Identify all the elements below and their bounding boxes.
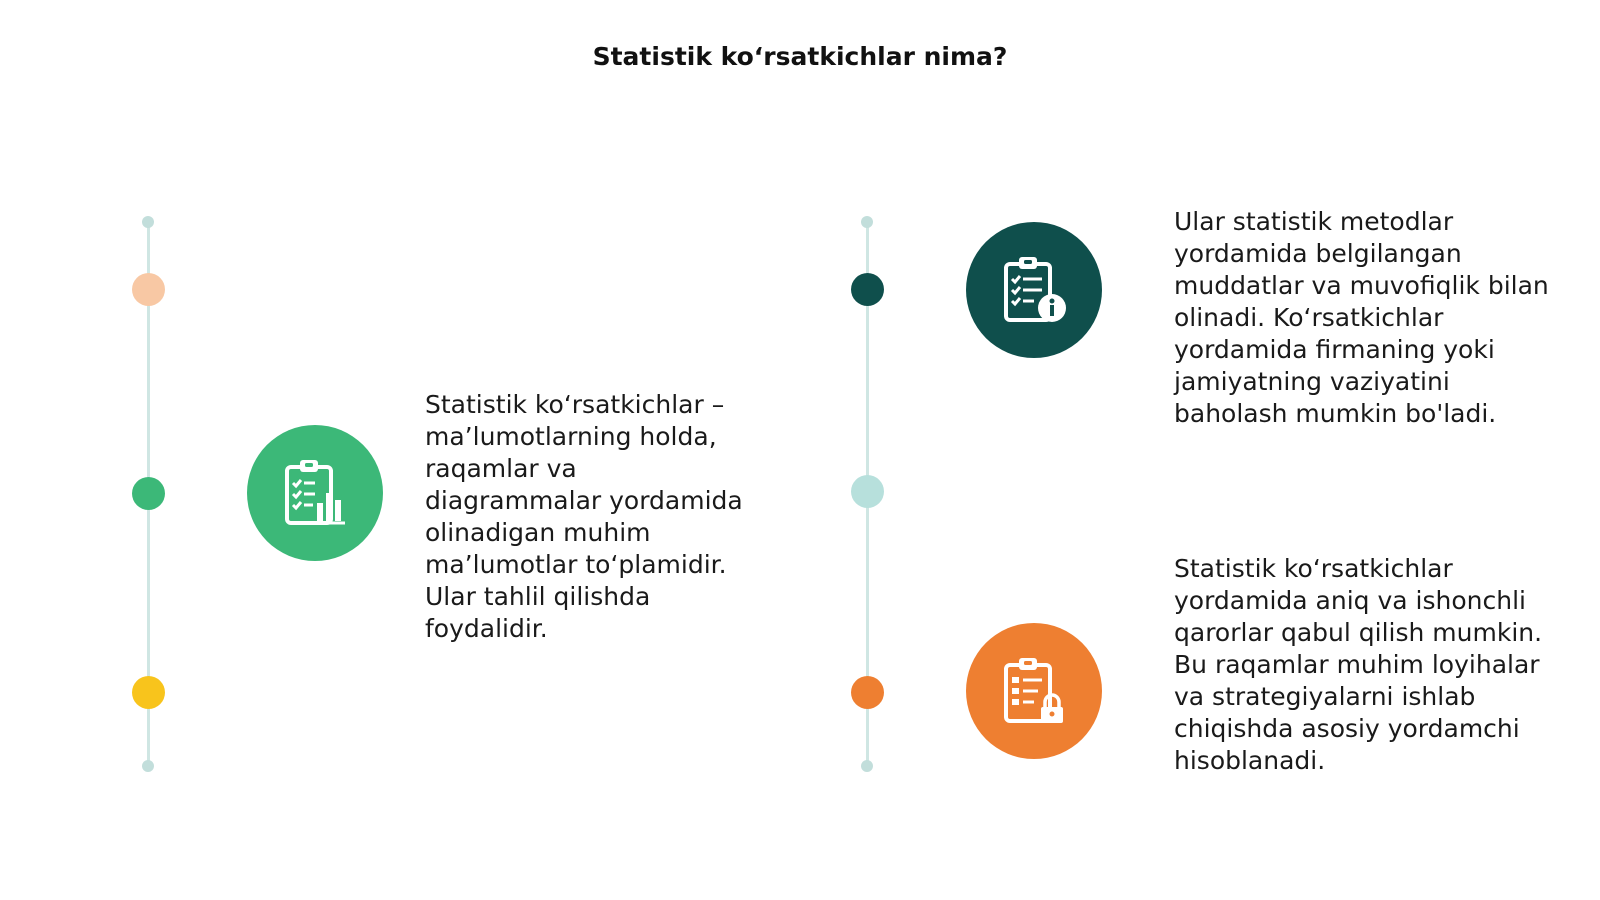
left-timeline-green-node [132,477,165,510]
item-2-text: Ular statistik metodlar yordamida belgilangan muddatlar va muvofiqlik bilan olinadi. Ko‘rsatkichlar yordamida firmaning yoki jamiyatning vaziyatini baholash mumkin bo'ladi. [1174,207,1549,428]
item-3-text: Statistik ko‘rsatkichlar yordamida aniq va ishonchli qarorlar qabul qilish mumkin. Bu raqamlar muhim loyihalar va strategiyalarni ishlab chiqishda asosiy yordamchi hisoblanadi. [1174,554,1543,775]
item-1-text: Statistik ko‘rsatkichlar – ma’lumotlarning holda, raqamlar va diagrammalar yordamida olinadigan muhim ma’lumotlar to‘plamidir. Ular tahlil qilishda foydalidir. [425,390,743,643]
left-timeline-bottom-dot [142,760,154,772]
left-timeline-yellow-node [132,676,165,709]
clipboard-lock-icon [994,651,1074,731]
right-timeline-top-dot [861,216,873,228]
right-timeline-dark-teal-node [851,273,884,306]
page-title: Statistik ko‘rsatkichlar nima? [592,42,1008,71]
clipboard-chart-icon [275,453,355,533]
left-timeline-top-dot [142,216,154,228]
item-2-icon-circle [966,222,1102,358]
item-1-icon-circle [247,425,383,561]
item-3-icon-circle [966,623,1102,759]
left-timeline-peach-node [132,273,165,306]
right-timeline-light-teal-node [851,475,884,508]
right-timeline-bottom-dot [861,760,873,772]
clipboard-info-icon [994,250,1074,330]
right-timeline-orange-node [851,676,884,709]
